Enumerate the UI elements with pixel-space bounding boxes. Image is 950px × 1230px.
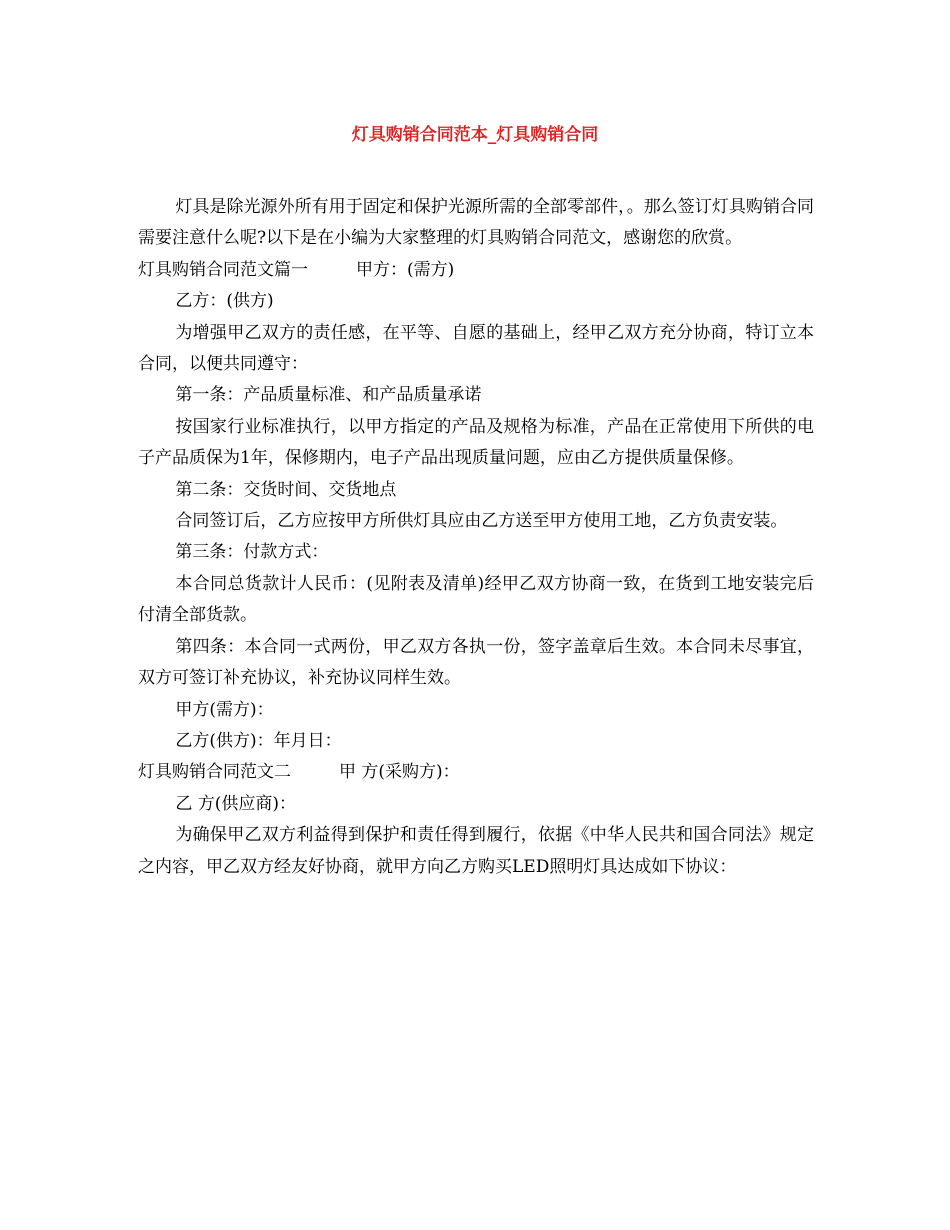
article-one-heading: 第一条：产品质量标准、和产品质量承诺	[175, 385, 482, 406]
article-two-body: 合同签订后，乙方应按甲方所供灯具应由乙方送至甲方使用工地，乙方负责安装。	[175, 511, 788, 532]
party-b-supplier: 乙 方(供应商)：	[175, 793, 297, 814]
document-body	[138, 192, 814, 883]
section-heading-two	[138, 757, 814, 788]
article-one-body: 按国家行业标准执行，以甲方指定的产品及规格为标准，产品在正常使用下所供的电子产品质保为1年，保修期内，电子产品出现质量问题，应由乙方提供质量保修。	[138, 416, 814, 469]
party-a-demand: 甲方：(需方)	[356, 259, 455, 280]
article-three-heading: 第三条：付款方式：	[175, 542, 329, 563]
article-two-heading: 第二条：交货时间、交货地点	[175, 479, 397, 500]
section-heading-one	[138, 255, 814, 286]
document-title: 灯具购销合同范本_灯具购销合同	[351, 125, 599, 145]
signature-party-a: 甲方(需方)：	[175, 699, 274, 720]
preamble-paragraph: 为增强甲乙双方的责任感，在平等、自愿的基础上，经甲乙双方充分协商，特订立本合同，以便共同遵守：	[138, 322, 814, 375]
article-four-body: 第四条：本合同一式两份，甲乙双方各执一份，签字盖章后生效。本合同未尽事宜，双方可签订补充协议，补充协议同样生效。	[138, 636, 814, 689]
section-two-preamble: 为确保甲乙双方利益得到保护和责任得到履行，依据《中华人民共和国合同法》规定之内容，甲乙双方经友好协商，就甲方向乙方购买LED照明灯具达成如下协议：	[138, 825, 814, 877]
section-two-title: 灯具购销合同范文二	[138, 762, 291, 783]
article-three-body: 本合同总货款计人民币：(见附表及清单)经甲乙双方协商一致，在货到工地安装完后付清全部货款。	[138, 573, 814, 626]
party-b-supply: 乙方：(供方)	[175, 291, 274, 312]
signature-party-b: 乙方(供方)：年月日：	[175, 730, 342, 751]
section-one-title: 灯具购销合同范文篇一	[138, 259, 308, 280]
intro-paragraph: 灯具是除光源外所有用于固定和保护光源所需的全部零部件，。那么签订灯具购销合同需要注意什么呢?以下是在小编为大家整理的灯具购销合同范文，感谢您的欣赏。	[138, 197, 814, 249]
party-a-purchaser: 甲 方(采购方)：	[339, 762, 460, 783]
